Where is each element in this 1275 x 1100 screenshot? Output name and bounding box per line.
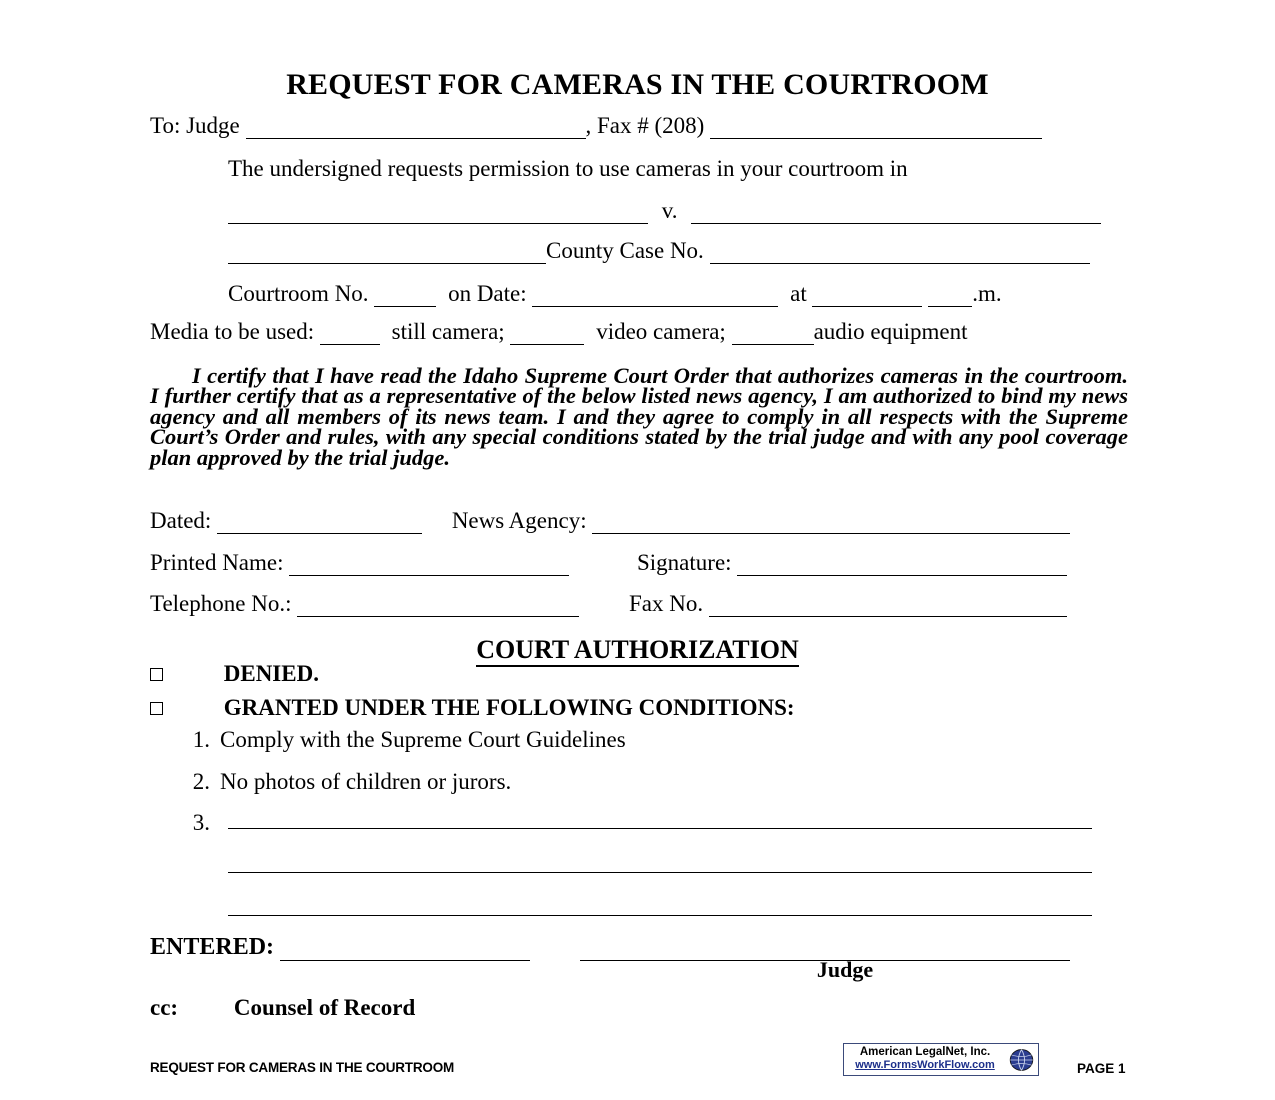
fax-label: , Fax # (208) <box>585 113 705 138</box>
meridiem-field[interactable] <box>928 288 972 307</box>
dated-label: Dated: <box>150 508 212 533</box>
certification-paragraph <box>150 363 1128 470</box>
on-date-label: on Date: <box>448 281 527 306</box>
denied-checkbox[interactable] <box>150 668 163 681</box>
condition-item-1 <box>180 727 626 753</box>
condition-item-2 <box>180 769 511 795</box>
cc-label: cc: <box>150 995 179 1020</box>
footer-page-number: PAGE 1 <box>1077 1061 1126 1076</box>
audio-equipment-field[interactable] <box>732 326 814 345</box>
granted-label: GRANTED UNDER THE FOLLOWING CONDITIONS: <box>223 695 795 720</box>
news-agency-label: News Agency: <box>451 508 587 533</box>
condition-number: 1. <box>192 727 210 752</box>
signature-label: Signature: <box>637 550 732 575</box>
legalnet-stamp <box>843 1043 1039 1076</box>
footer-title: REQUEST FOR CAMERAS IN THE COURTROOM <box>150 1060 455 1075</box>
court-authorization-heading: COURT AUTHORIZATION <box>0 635 1275 665</box>
page-title: REQUEST FOR CAMERAS IN THE COURTROOM <box>286 68 989 101</box>
parties-row <box>228 198 1101 224</box>
condition-3-line-1[interactable] <box>228 828 1092 829</box>
county-case-label: County Case No. <box>546 238 704 263</box>
globe-icon <box>1008 1047 1035 1073</box>
county-field[interactable] <box>228 245 546 264</box>
date-field[interactable] <box>532 288 778 307</box>
printed-name-label: Printed Name: <box>150 550 284 575</box>
entered-date-field[interactable] <box>280 942 530 961</box>
meridiem-label: .m. <box>972 281 1002 306</box>
condition-3-line-2[interactable] <box>228 872 1092 873</box>
signature-field[interactable] <box>737 557 1067 576</box>
media-audio-label: audio equipment <box>813 319 968 344</box>
printed-name-field[interactable] <box>289 557 569 576</box>
video-camera-field[interactable] <box>510 326 584 345</box>
judge-name-field[interactable] <box>246 120 586 139</box>
judge-label: Judge <box>816 957 874 982</box>
fax-no-field[interactable] <box>709 598 1067 617</box>
media-video-label: video camera; <box>596 319 726 344</box>
courtroom-no-label: Courtroom No. <box>228 281 369 306</box>
name-signature-row <box>150 550 1067 576</box>
granted-checkbox[interactable] <box>150 702 163 715</box>
county-case-row <box>228 238 1090 264</box>
condition-number: 2. <box>192 769 210 794</box>
to-judge-label: To: Judge <box>150 113 240 138</box>
plaintiff-field[interactable] <box>228 205 648 224</box>
media-still-label: still camera; <box>391 319 505 344</box>
still-camera-field[interactable] <box>320 326 380 345</box>
news-agency-field[interactable] <box>592 515 1070 534</box>
courtroom-date-row <box>228 281 1002 307</box>
condition-text: No photos of children or jurors. <box>220 769 512 794</box>
case-number-field[interactable] <box>710 245 1090 264</box>
denied-label: DENIED. <box>223 661 319 686</box>
telephone-field[interactable] <box>297 598 579 617</box>
courtroom-no-field[interactable] <box>374 288 436 307</box>
defendant-field[interactable] <box>691 205 1101 224</box>
condition-text: Comply with the Supreme Court Guidelines <box>220 727 626 752</box>
versus-label: v. <box>661 198 678 223</box>
granted-row <box>150 695 795 721</box>
telephone-label: Telephone No.: <box>150 591 292 616</box>
fax-number-field[interactable] <box>710 120 1042 139</box>
intro-text: The undersigned requests permission to use cameras in your courtroom in <box>228 156 908 181</box>
condition-item-3 <box>180 810 220 836</box>
condition-3-line-3[interactable] <box>228 915 1092 916</box>
fax-no-label: Fax No. <box>628 591 704 616</box>
dated-field[interactable] <box>217 515 422 534</box>
stamp-url[interactable]: www.FormsWorkFlow.com <box>855 1059 995 1071</box>
stamp-text <box>850 1046 1000 1072</box>
at-label: at <box>790 281 807 306</box>
entered-label: ENTERED: <box>150 934 275 960</box>
telephone-fax-row <box>150 591 1067 617</box>
to-judge-row <box>150 113 1042 139</box>
media-row <box>150 319 968 345</box>
media-label: Media to be used: <box>150 319 315 344</box>
denied-row <box>150 661 319 687</box>
condition-number: 3. <box>192 810 210 835</box>
stamp-company: American LegalNet, Inc. <box>859 1046 991 1058</box>
cc-value: Counsel of Record <box>233 995 416 1020</box>
cc-row <box>150 995 415 1021</box>
time-field[interactable] <box>812 288 922 307</box>
dated-agency-row <box>150 508 1070 534</box>
certification-text: I certify that I have read the Idaho Supreme Court Order that authorizes cameras in the courtroom. I further certify that as a representative of the below listed news agency, I am authorized to bind my news agency and all members of its news team. I and they agree to comply in all respects with the Supreme Court’s Order and rules, with any special conditions stated by the trial judge and with any pool coverage plan approved by the trial judge. <box>150 363 1128 470</box>
